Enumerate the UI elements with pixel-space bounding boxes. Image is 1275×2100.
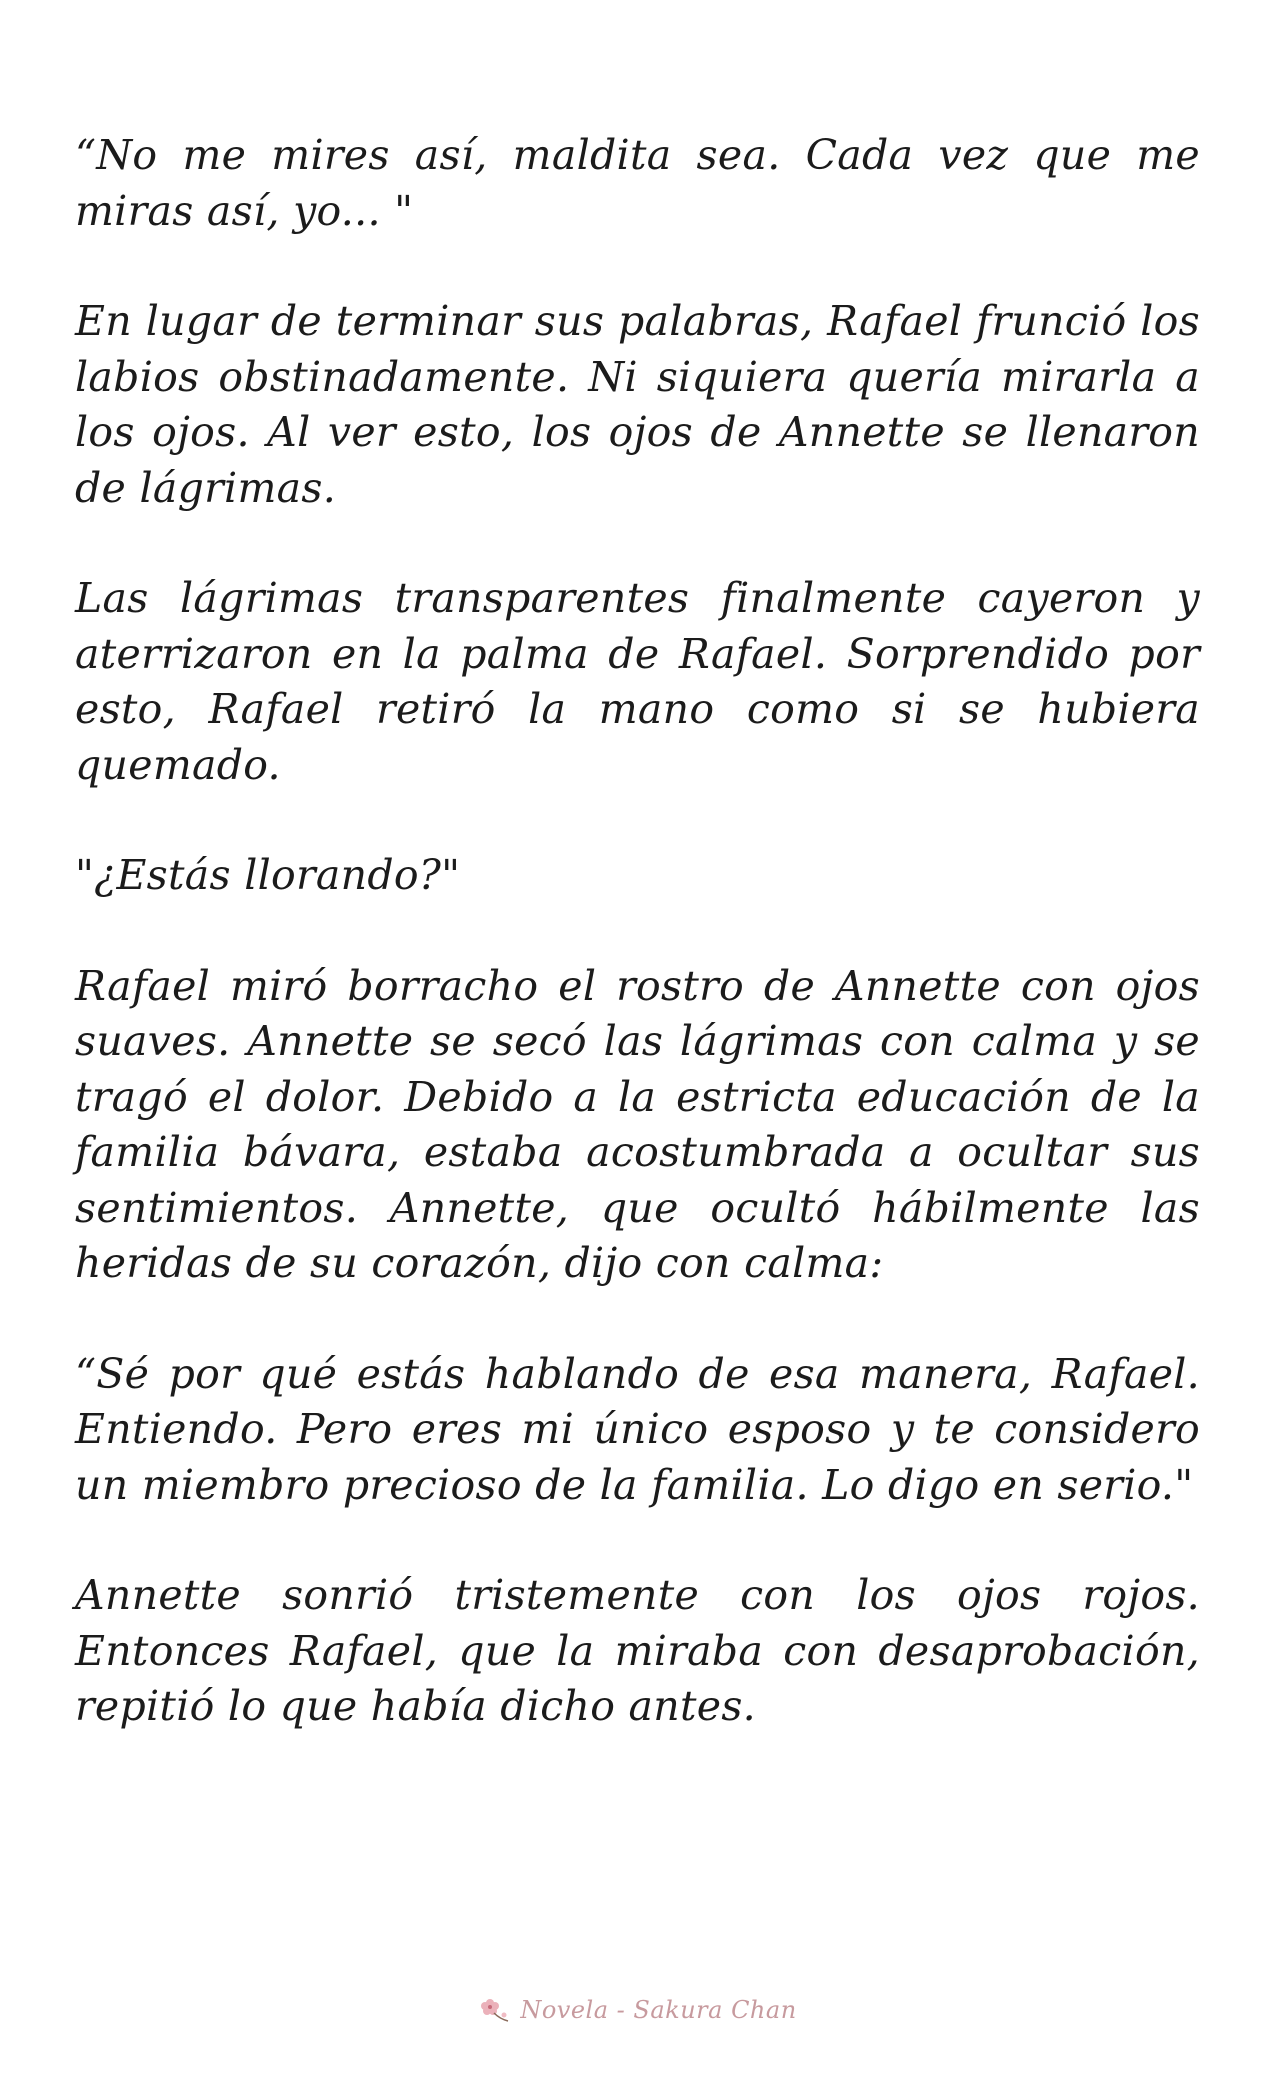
paragraph-3: Las lágrimas transparentes finalmente cayeron y aterrizaron en la palma de Rafael. Sorprendido por esto, Rafael retiró la mano como si se hubiera quemado. bbox=[75, 574, 1200, 789]
paragraph-2: En lugar de terminar sus palabras, Rafael frunció los labios obstinadamente. Ni siquiera quería mirarla a los ojos. Al ver esto, los ojos de Annette se llenaron de lágrimas. bbox=[75, 297, 1200, 512]
paragraph-1: “No me mires así, maldita sea. Cada vez que me miras así, yo... " bbox=[75, 131, 1200, 235]
sakura-flower-icon bbox=[478, 1995, 512, 2025]
watermark bbox=[0, 1995, 1275, 2025]
story-text bbox=[75, 128, 1200, 1790]
paragraph-4: "¿Estás llorando?" bbox=[75, 851, 461, 899]
paragraph-5: Rafael miró borracho el rostro de Annette con ojos suaves. Annette se secó las lágrimas con calma y se tragó el dolor. Debido a la estricta educación de la familia bávara, estaba acostumbrada a ocultar sus sentimientos. Annette, que ocultó hábilmente las heridas de su corazón, dijo con calma: bbox=[75, 961, 1200, 1287]
watermark-text: Novela - Sakura Chan bbox=[520, 1996, 797, 2024]
paragraph-7: Annette sonrió tristemente con los ojos rojos. Entonces Rafael, que la miraba con desaprobación, repitió lo que había dicho antes. bbox=[75, 1571, 1200, 1730]
paragraph-6: “Sé por qué estás hablando de esa manera, Rafael. Entiendo. Pero eres mi único esposo y te considero un miembro precioso de la familia. Lo digo en serio." bbox=[75, 1349, 1200, 1509]
